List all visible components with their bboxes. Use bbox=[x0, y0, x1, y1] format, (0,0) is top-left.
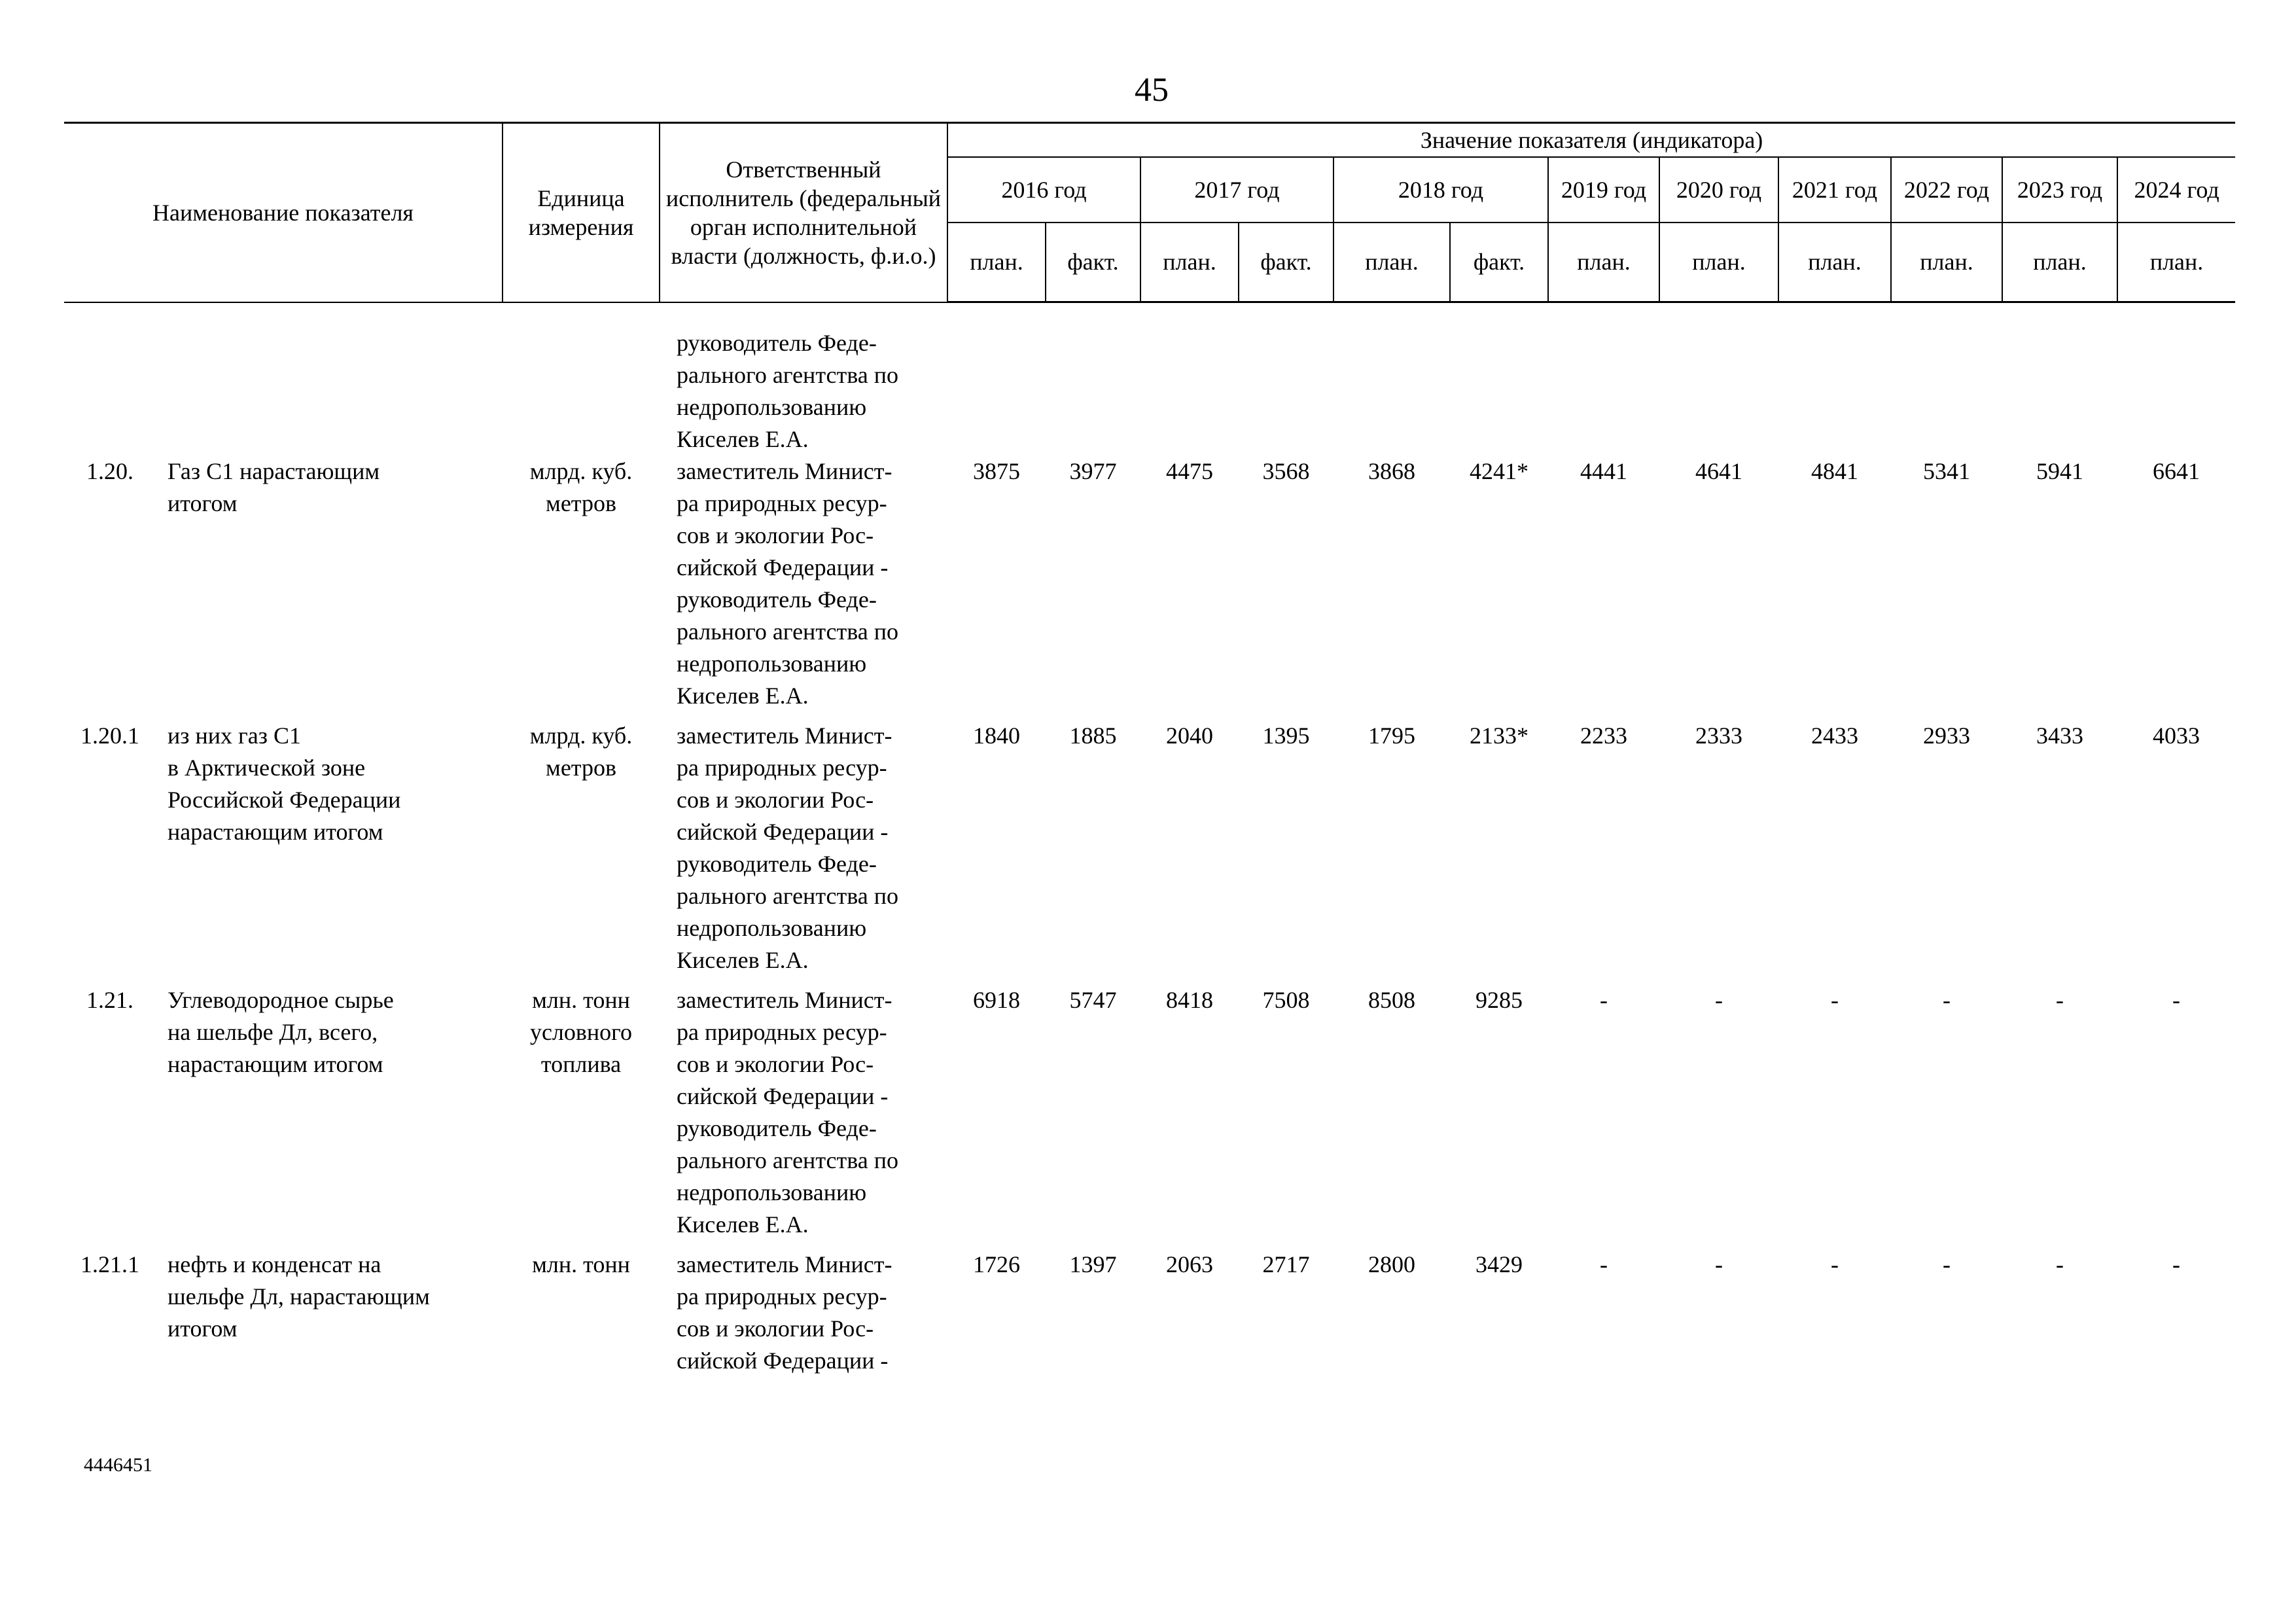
value-cell bbox=[1239, 327, 1333, 455]
value-cell: 5941 bbox=[2036, 458, 2083, 484]
value-cell: 2233 bbox=[1580, 722, 1627, 749]
table-row bbox=[64, 455, 2235, 712]
value-cell: 3568 bbox=[1262, 458, 1310, 484]
unit-cell bbox=[503, 327, 660, 455]
value-cell bbox=[1548, 327, 1659, 455]
header-year-2023: 2023 год bbox=[2002, 157, 2117, 223]
value-cell: - bbox=[1831, 987, 1839, 1013]
value-cell: - bbox=[2056, 1251, 2064, 1277]
row-number: 1.20.1 bbox=[80, 722, 139, 749]
row-number: 1.21.1 bbox=[80, 1251, 139, 1277]
value-cell: 1395 bbox=[1262, 722, 1310, 749]
indicator-name: Газ C1 нарастающим итогом bbox=[168, 458, 380, 516]
value-cell bbox=[1333, 327, 1450, 455]
indicator-name bbox=[156, 327, 503, 455]
indicator-name: Углеводородное сырье на шельфе Дл, всего, нарастающим итогом bbox=[168, 987, 394, 1077]
table-row bbox=[64, 984, 2235, 1241]
value-cell: 3875 bbox=[973, 458, 1020, 484]
value-cell: 1885 bbox=[1069, 722, 1117, 749]
table-header bbox=[64, 122, 2235, 303]
header-year-2019: 2019 год bbox=[1548, 157, 1659, 223]
row-spacer bbox=[64, 976, 2235, 984]
header-year-2024: 2024 год bbox=[2117, 157, 2235, 223]
value-cell: - bbox=[1831, 1251, 1839, 1277]
value-cell: 1726 bbox=[973, 1251, 1020, 1277]
value-cell bbox=[947, 327, 1046, 455]
spacer-cell bbox=[64, 1241, 2235, 1249]
value-cell: 4033 bbox=[2153, 722, 2200, 749]
unit-cell: млрд. куб. метров bbox=[529, 458, 633, 516]
header-plan: план. bbox=[1140, 223, 1239, 302]
value-cell: 1795 bbox=[1368, 722, 1415, 749]
header-fact: факт. bbox=[1239, 223, 1333, 302]
header-unit: Единица измерения bbox=[503, 123, 660, 302]
value-cell bbox=[2117, 327, 2235, 455]
row-number: 1.21. bbox=[86, 987, 133, 1013]
spacer-cell bbox=[64, 712, 2235, 720]
value-cell: 2717 bbox=[1262, 1251, 1310, 1277]
row-number bbox=[64, 327, 156, 455]
header-plan: план. bbox=[2117, 223, 2235, 302]
header-year-2017: 2017 год bbox=[1140, 157, 1333, 223]
responsible-cell: заместитель Минист- ра природных ресур- сов и экологии Рос- сийской Федерации - руководитель Феде- рального агентства по недропользованию Киселев Е.А. bbox=[677, 458, 898, 709]
value-cell: 4641 bbox=[1695, 458, 1742, 484]
value-cell: 5341 bbox=[1923, 458, 1970, 484]
unit-cell: млн. тонн условного топлива bbox=[529, 987, 633, 1077]
value-cell: - bbox=[2172, 987, 2180, 1013]
value-cell bbox=[2002, 327, 2117, 455]
table-body bbox=[64, 327, 2235, 1377]
header-plan: план. bbox=[1891, 223, 2002, 302]
header-plan: план. bbox=[1659, 223, 1778, 302]
table-row bbox=[64, 720, 2235, 976]
value-cell: - bbox=[1943, 1251, 1951, 1277]
table-row bbox=[64, 327, 2235, 455]
value-cell: 4241* bbox=[1470, 458, 1528, 484]
unit-cell: млрд. куб. метров bbox=[529, 722, 633, 781]
value-cell: 2800 bbox=[1368, 1251, 1415, 1277]
value-cell: - bbox=[2056, 987, 2064, 1013]
value-cell: 2333 bbox=[1695, 722, 1742, 749]
header-year-2022: 2022 год bbox=[1891, 157, 2002, 223]
value-cell bbox=[1140, 327, 1239, 455]
value-cell: 1397 bbox=[1069, 1251, 1117, 1277]
value-cell: 4841 bbox=[1811, 458, 1858, 484]
responsible-cell: заместитель Минист- ра природных ресур- сов и экологии Рос- сийской Федерации - bbox=[677, 1251, 892, 1374]
value-cell bbox=[1659, 327, 1778, 455]
row-spacer bbox=[64, 712, 2235, 720]
value-cell: 3429 bbox=[1475, 1251, 1523, 1277]
value-cell: 4441 bbox=[1580, 458, 1627, 484]
value-cell: - bbox=[1600, 1251, 1608, 1277]
header-year-2021: 2021 год bbox=[1778, 157, 1891, 223]
header-plan: план. bbox=[1778, 223, 1891, 302]
value-cell: 1840 bbox=[973, 722, 1020, 749]
value-cell: - bbox=[1943, 987, 1951, 1013]
header-year-2020: 2020 год bbox=[1659, 157, 1778, 223]
value-cell: 5747 bbox=[1069, 987, 1117, 1013]
header-name: Наименование показателя bbox=[64, 123, 503, 302]
footer-code: 4446451 bbox=[84, 1454, 152, 1476]
value-cell: 9285 bbox=[1475, 987, 1523, 1013]
value-cell: 8418 bbox=[1166, 987, 1213, 1013]
value-cell: 8508 bbox=[1368, 987, 1415, 1013]
value-cell: 2040 bbox=[1166, 722, 1213, 749]
value-cell: - bbox=[1715, 1251, 1723, 1277]
value-cell: 2933 bbox=[1923, 722, 1970, 749]
responsible-cell: руководитель Феде- рального агентства по недропользованию Киселев Е.А. bbox=[677, 330, 898, 452]
spacer-cell bbox=[64, 976, 2235, 984]
header-plan: план. bbox=[1548, 223, 1659, 302]
header-year-2016: 2016 год bbox=[947, 157, 1140, 223]
value-cell: 2133* bbox=[1470, 722, 1528, 749]
value-cell bbox=[1891, 327, 2002, 455]
header-plan: план. bbox=[1333, 223, 1450, 302]
value-cell: 3433 bbox=[2036, 722, 2083, 749]
header-fact: факт. bbox=[1046, 223, 1140, 302]
value-cell: - bbox=[1715, 987, 1723, 1013]
value-cell bbox=[1778, 327, 1891, 455]
responsible-cell: заместитель Минист- ра природных ресур- сов и экологии Рос- сийской Федерации - руководитель Феде- рального агентства по недропользованию Киселев Е.А. bbox=[677, 987, 898, 1238]
header-year-2018: 2018 год bbox=[1333, 157, 1548, 223]
header-value-group: Значение показателя (индикатора) bbox=[947, 123, 2235, 157]
value-cell bbox=[1450, 327, 1548, 455]
value-cell bbox=[1046, 327, 1140, 455]
document-page: 45 Наименование показателя Единица измерения Ответственный исполнитель (федеральный орган исполнительной власти (должность, ф.и.о.) Значение показателя (индикатора) 2016 год 2017 год 2018 год 2019 год 2020 год 2021 год 2022 год 2023 год 2024 год план. факт. план. факт. план. факт. план. план. план. план. план. план. руководитель Феде- рального агентства по недропользованию Киселев Е.А. 1.20. Газ C1 нарастающим итогом млрд. куб. метров заместитель Минист- ра природных ресур- сов и экологии Рос- сийской Федерации - руководитель Феде- рального агентства по недропользованию Киселев Е.А. 3875 3977 4475 3568 3868 4241* 4441 4641 4841 5341 5941 6641 1.20.1 из них газ C1 в Арктической зоне Российской Федерации нарастающим итогом млрд. куб. метров заместитель Минист- ра природных ресур- сов и экологии Рос- сийской Федерации - руководитель Феде- рального агентства по недропользованию Киселев Е.А. 1840 1885 2040 1395 1795 2133* 2233 2333 2433 2933 3433 4033 1.21. Углеводородное сырье на шельфе Дл, всего, нарастающим итогом млн. тонн условного топлива заместитель Минист- ра природных ресур- сов и экологии Рос- сийской Федерации - руководитель Феде- рального агентства по недропользованию Киселев Е.А. 6918 5747 8418 7508 8508 9285 - - - - - - 1.21.1 нефть и конденсат на шельфе Дл, нарастающим итогом млн. тонн заместитель Минист- ра природных ресур- сов и экологии Рос- сийской Федерации - 1726 1397 2063 2717 2800 3429 - - - - - - 4446451 bbox=[0, 0, 2296, 1623]
unit-cell: млн. тонн bbox=[532, 1251, 630, 1277]
table-row bbox=[64, 1249, 2235, 1377]
value-cell: 3868 bbox=[1368, 458, 1415, 484]
indicator-name: нефть и конденсат на шельфе Дл, нарастающим итогом bbox=[168, 1251, 430, 1342]
value-cell: 3977 bbox=[1069, 458, 1117, 484]
indicator-name: из них газ C1 в Арктической зоне Российской Федерации нарастающим итогом bbox=[168, 722, 401, 845]
row-spacer bbox=[64, 1241, 2235, 1249]
header-fact: факт. bbox=[1450, 223, 1548, 302]
header-responsible: Ответственный исполнитель (федеральный орган исполнительной власти (должность, ф.и.о.) bbox=[660, 123, 947, 302]
row-number: 1.20. bbox=[86, 458, 133, 484]
value-cell: 4475 bbox=[1166, 458, 1213, 484]
value-cell: - bbox=[2172, 1251, 2180, 1277]
value-cell: 2063 bbox=[1166, 1251, 1213, 1277]
value-cell: 7508 bbox=[1262, 987, 1310, 1013]
value-cell: 6918 bbox=[973, 987, 1020, 1013]
header-plan: план. bbox=[2002, 223, 2117, 302]
value-cell: - bbox=[1600, 987, 1608, 1013]
value-cell: 6641 bbox=[2153, 458, 2200, 484]
responsible-cell: заместитель Минист- ра природных ресур- сов и экологии Рос- сийской Федерации - руководитель Феде- рального агентства по недропользованию Киселев Е.А. bbox=[677, 722, 898, 973]
value-cell: 2433 bbox=[1811, 722, 1858, 749]
header-plan: план. bbox=[947, 223, 1046, 302]
